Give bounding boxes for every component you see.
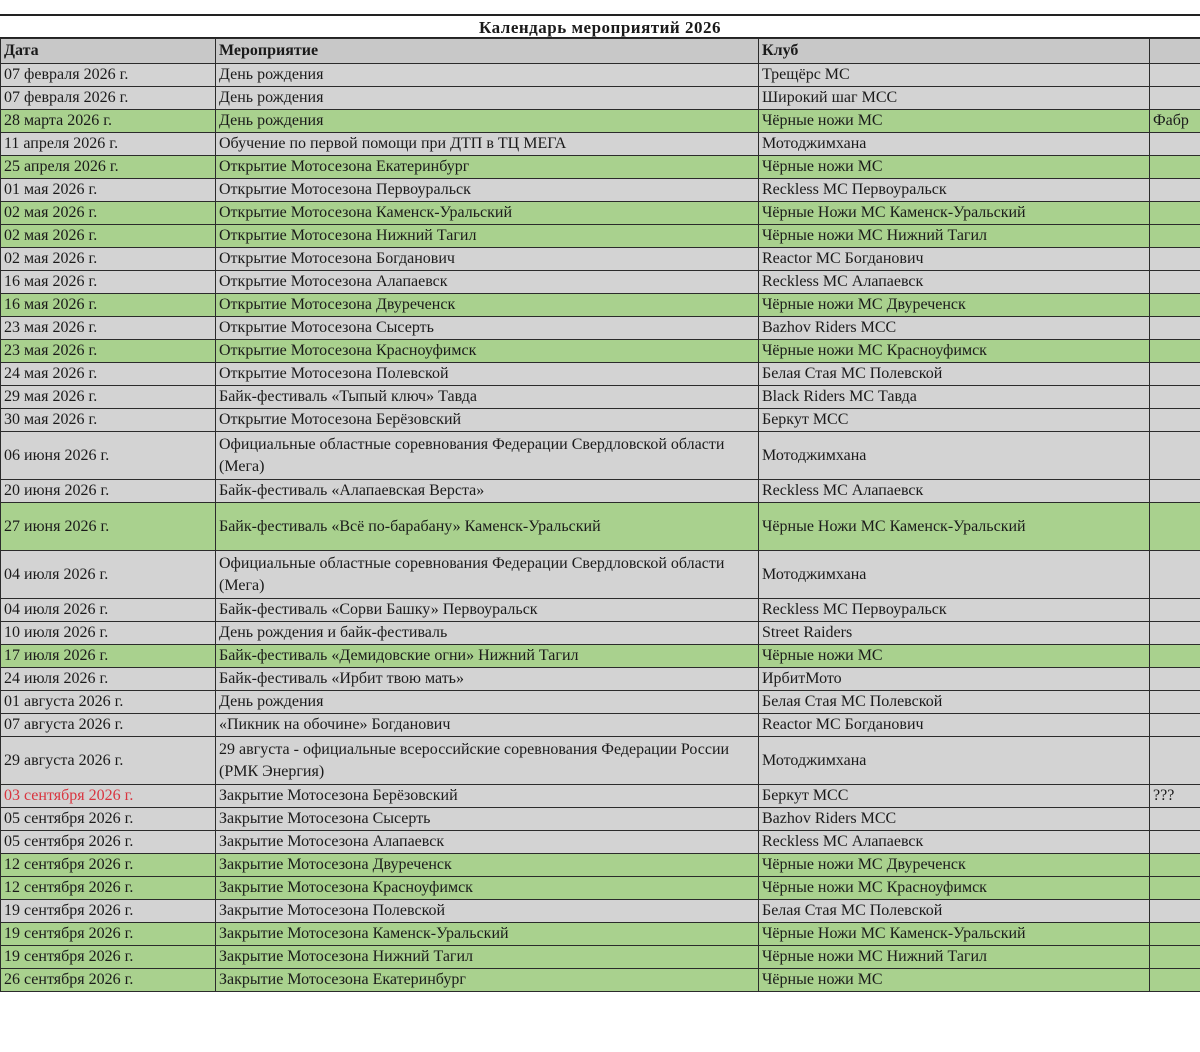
extra-cell[interactable]: Фабр — [1150, 110, 1200, 133]
club-cell[interactable]: Белая Стая МС Полевской — [759, 363, 1150, 386]
club-cell[interactable]: Bazhov Riders MCC — [759, 808, 1150, 831]
date-cell[interactable]: 01 мая 2026 г. — [1, 179, 216, 202]
table-row — [1, 156, 1200, 179]
event-cell[interactable]: Закрытие Мотосезона Полевской — [216, 900, 759, 923]
event-cell[interactable]: Байк-фестиваль «Демидовские огни» Нижний Тагил — [216, 645, 759, 668]
calendar-title: Календарь мероприятий 2026 — [0, 14, 1200, 38]
event-cell[interactable]: Открытие Мотосезона Сысерть — [216, 317, 759, 340]
club-cell[interactable]: Bazhov Riders MCC — [759, 317, 1150, 340]
date-cell[interactable]: 24 мая 2026 г. — [1, 363, 216, 386]
club-cell[interactable]: Чёрные ножи МС Нижний Тагил — [759, 225, 1150, 248]
date-cell[interactable]: 07 августа 2026 г. — [1, 714, 216, 737]
table-row — [1, 64, 1200, 87]
extra-cell[interactable] — [1150, 622, 1200, 645]
table-row — [1, 409, 1200, 432]
table-row — [1, 946, 1200, 969]
event-cell[interactable]: День рождения — [216, 691, 759, 714]
club-cell[interactable]: Чёрные ножи МС Красноуфимск — [759, 877, 1150, 900]
table-row — [1, 386, 1200, 409]
date-cell[interactable]: 19 сентября 2026 г. — [1, 900, 216, 923]
event-cell[interactable]: Закрытие Мотосезона Каменск-Уральский — [216, 923, 759, 946]
club-cell[interactable]: Reckless MC Первоуральск — [759, 599, 1150, 622]
table-row — [1, 363, 1200, 386]
club-cell[interactable]: Чёрные ножи МС Красноуфимск — [759, 340, 1150, 363]
table-row — [1, 202, 1200, 225]
extra-cell[interactable] — [1150, 480, 1200, 503]
extra-cell[interactable] — [1150, 64, 1200, 87]
table-row — [1, 645, 1200, 668]
extra-cell[interactable] — [1150, 409, 1200, 432]
date-cell[interactable]: 04 июля 2026 г. — [1, 599, 216, 622]
date-cell[interactable]: 05 сентября 2026 г. — [1, 831, 216, 854]
club-cell[interactable]: Чёрные Ножи МС Каменск-Уральский — [759, 923, 1150, 946]
date-cell[interactable]: 03 сентября 2026 г. — [1, 785, 216, 808]
table-row — [1, 294, 1200, 317]
table-row — [1, 877, 1200, 900]
table-row — [1, 691, 1200, 714]
extra-cell[interactable] — [1150, 923, 1200, 946]
extra-cell[interactable] — [1150, 551, 1200, 599]
extra-cell[interactable] — [1150, 179, 1200, 202]
event-cell[interactable]: День рождения — [216, 64, 759, 87]
date-cell[interactable]: 07 февраля 2026 г. — [1, 64, 216, 87]
event-cell[interactable]: Открытие Мотосезона Нижний Тагил — [216, 225, 759, 248]
date-cell[interactable]: 30 мая 2026 г. — [1, 409, 216, 432]
club-cell[interactable]: Чёрные ножи МС — [759, 645, 1150, 668]
date-cell[interactable]: 23 мая 2026 г. — [1, 340, 216, 363]
table-row — [1, 551, 1200, 599]
event-cell[interactable]: Байк-фестиваль «Алапаевская Верста» — [216, 480, 759, 503]
club-cell[interactable]: Street Raiders — [759, 622, 1150, 645]
table-row — [1, 831, 1200, 854]
date-cell[interactable]: 06 июня 2026 г. — [1, 432, 216, 480]
table-row — [1, 248, 1200, 271]
date-cell[interactable]: 04 июля 2026 г. — [1, 551, 216, 599]
extra-cell[interactable] — [1150, 294, 1200, 317]
column-header-event[interactable]: Мероприятие — [216, 39, 759, 64]
table-row — [1, 854, 1200, 877]
date-cell[interactable]: 17 июля 2026 г. — [1, 645, 216, 668]
table-row — [1, 340, 1200, 363]
event-cell[interactable]: Закрытие Мотосезона Алапаевск — [216, 831, 759, 854]
club-cell[interactable]: Чёрные ножи МС — [759, 156, 1150, 179]
date-cell[interactable]: 29 августа 2026 г. — [1, 737, 216, 785]
event-cell[interactable]: Открытие Мотосезона Первоуральск — [216, 179, 759, 202]
table-row — [1, 225, 1200, 248]
event-cell[interactable]: Закрытие Мотосезона Екатеринбург — [216, 969, 759, 992]
table-row — [1, 503, 1200, 551]
club-cell[interactable]: Reckless MC Алапаевск — [759, 271, 1150, 294]
extra-cell[interactable] — [1150, 969, 1200, 992]
event-cell[interactable]: Байк-фестиваль «Ирбит твою мать» — [216, 668, 759, 691]
event-cell[interactable]: Открытие Мотосезона Екатеринбург — [216, 156, 759, 179]
extra-cell[interactable] — [1150, 225, 1200, 248]
event-cell[interactable]: Байк-фестиваль «Тыпый ключ» Тавда — [216, 386, 759, 409]
extra-cell[interactable] — [1150, 808, 1200, 831]
event-cell[interactable]: День рождения — [216, 110, 759, 133]
extra-cell[interactable] — [1150, 386, 1200, 409]
extra-cell[interactable] — [1150, 340, 1200, 363]
event-cell[interactable]: Открытие Мотосезона Каменск-Уральский — [216, 202, 759, 225]
table-row — [1, 923, 1200, 946]
event-cell[interactable]: Обучение по первой помощи при ДТП в ТЦ МЕГА — [216, 133, 759, 156]
extra-cell[interactable] — [1150, 714, 1200, 737]
event-cell[interactable]: Открытие Мотосезона Полевской — [216, 363, 759, 386]
date-cell[interactable]: 16 мая 2026 г. — [1, 294, 216, 317]
date-cell[interactable]: 10 июля 2026 г. — [1, 622, 216, 645]
date-cell[interactable]: 24 июля 2026 г. — [1, 668, 216, 691]
date-cell[interactable]: 19 сентября 2026 г. — [1, 946, 216, 969]
table-row — [1, 179, 1200, 202]
club-cell[interactable]: Reckless MC Алапаевск — [759, 831, 1150, 854]
table-row — [1, 133, 1200, 156]
club-cell[interactable]: Чёрные ножи МС Нижний Тагил — [759, 946, 1150, 969]
extra-cell[interactable] — [1150, 202, 1200, 225]
event-cell[interactable]: Открытие Мотосезона Красноуфимск — [216, 340, 759, 363]
date-cell[interactable]: 02 мая 2026 г. — [1, 248, 216, 271]
club-cell[interactable]: Белая Стая МС Полевской — [759, 691, 1150, 714]
club-cell[interactable]: Трещёрс МС — [759, 64, 1150, 87]
extra-cell[interactable] — [1150, 854, 1200, 877]
date-cell[interactable]: 07 февраля 2026 г. — [1, 87, 216, 110]
club-cell[interactable]: Беркут МСС — [759, 785, 1150, 808]
club-cell[interactable]: Reckless MC Первоуральск — [759, 179, 1150, 202]
extra-cell[interactable] — [1150, 156, 1200, 179]
table-row — [1, 480, 1200, 503]
club-cell[interactable]: Чёрные ножи МС — [759, 969, 1150, 992]
club-cell[interactable]: Мотоджимхана — [759, 133, 1150, 156]
date-cell[interactable]: 05 сентября 2026 г. — [1, 808, 216, 831]
date-cell[interactable]: 16 мая 2026 г. — [1, 271, 216, 294]
date-cell[interactable]: 12 сентября 2026 г. — [1, 877, 216, 900]
extra-cell[interactable] — [1150, 363, 1200, 386]
date-cell[interactable]: 23 мая 2026 г. — [1, 317, 216, 340]
club-cell[interactable]: Чёрные Ножи МС Каменск-Уральский — [759, 202, 1150, 225]
club-cell[interactable]: Reckless MC Алапаевск — [759, 480, 1150, 503]
club-cell[interactable]: Reactor MC Богданович — [759, 248, 1150, 271]
event-cell[interactable]: Закрытие Мотосезона Нижний Тагил — [216, 946, 759, 969]
extra-cell[interactable] — [1150, 645, 1200, 668]
extra-cell[interactable] — [1150, 900, 1200, 923]
club-cell[interactable]: Мотоджимхана — [759, 551, 1150, 599]
club-cell[interactable]: Чёрные ножи МС — [759, 110, 1150, 133]
extra-cell[interactable] — [1150, 599, 1200, 622]
extra-cell[interactable] — [1150, 432, 1200, 480]
table-row — [1, 900, 1200, 923]
extra-cell[interactable] — [1150, 271, 1200, 294]
date-cell[interactable]: 29 мая 2026 г. — [1, 386, 216, 409]
event-cell[interactable]: Закрытие Мотосезона Красноуфимск — [216, 877, 759, 900]
event-cell[interactable]: 29 августа - официальные всероссийские соревнования Федерации России (РМК Энергия) — [216, 737, 759, 785]
club-cell[interactable]: ИрбитМото — [759, 668, 1150, 691]
extra-cell[interactable] — [1150, 668, 1200, 691]
date-cell[interactable]: 11 апреля 2026 г. — [1, 133, 216, 156]
extra-cell[interactable] — [1150, 691, 1200, 714]
table-row — [1, 599, 1200, 622]
extra-cell[interactable] — [1150, 248, 1200, 271]
club-cell[interactable]: Белая Стая МС Полевской — [759, 900, 1150, 923]
event-cell[interactable]: Закрытие Мотосезона Двуреченск — [216, 854, 759, 877]
column-header-extra[interactable] — [1150, 39, 1200, 64]
event-cell[interactable]: Открытие Мотосезона Алапаевск — [216, 271, 759, 294]
event-cell[interactable]: Закрытие Мотосезона Сысерть — [216, 808, 759, 831]
table-row — [1, 87, 1200, 110]
event-cell[interactable]: Байк-фестиваль «Всё по-барабану» Каменск-Уральский — [216, 503, 759, 551]
date-cell[interactable]: 27 июня 2026 г. — [1, 503, 216, 551]
event-cell[interactable]: Открытие Мотосезона Берёзовский — [216, 409, 759, 432]
header-row — [1, 39, 1200, 64]
table-row — [1, 785, 1200, 808]
club-cell[interactable]: Мотоджимхана — [759, 737, 1150, 785]
event-cell[interactable]: День рождения и байк-фестиваль — [216, 622, 759, 645]
table-row — [1, 714, 1200, 737]
date-cell[interactable]: 26 сентября 2026 г. — [1, 969, 216, 992]
extra-cell[interactable] — [1150, 503, 1200, 551]
date-cell[interactable]: 01 августа 2026 г. — [1, 691, 216, 714]
table-row — [1, 432, 1200, 480]
club-cell[interactable]: Мотоджимхана — [759, 432, 1150, 480]
table-row — [1, 110, 1200, 133]
table-row — [1, 271, 1200, 294]
table-row — [1, 668, 1200, 691]
extra-cell[interactable] — [1150, 946, 1200, 969]
table-row — [1, 737, 1200, 785]
table-row — [1, 622, 1200, 645]
extra-cell[interactable] — [1150, 737, 1200, 785]
event-cell[interactable]: Официальные областные соревнования Федерации Свердловской области (Мега) — [216, 432, 759, 480]
events-table-body — [1, 64, 1200, 992]
date-cell[interactable]: 19 сентября 2026 г. — [1, 923, 216, 946]
date-cell[interactable]: 02 мая 2026 г. — [1, 225, 216, 248]
extra-cell[interactable] — [1150, 317, 1200, 340]
club-cell[interactable]: Беркут МСС — [759, 409, 1150, 432]
extra-cell[interactable] — [1150, 133, 1200, 156]
date-cell[interactable]: 12 сентября 2026 г. — [1, 854, 216, 877]
extra-cell[interactable]: ??? — [1150, 785, 1200, 808]
event-cell[interactable]: Официальные областные соревнования Федерации Свердловской области (Мега) — [216, 551, 759, 599]
event-cell[interactable]: Закрытие Мотосезона Берёзовский — [216, 785, 759, 808]
event-cell[interactable]: Открытие Мотосезона Богданович — [216, 248, 759, 271]
table-row — [1, 808, 1200, 831]
date-cell[interactable]: 28 марта 2026 г. — [1, 110, 216, 133]
column-header-date[interactable]: Дата — [1, 39, 216, 64]
date-cell[interactable]: 02 мая 2026 г. — [1, 202, 216, 225]
club-cell[interactable]: Чёрные ножи МС Двуреченск — [759, 294, 1150, 317]
club-cell[interactable]: Широкий шаг МСС — [759, 87, 1150, 110]
extra-cell[interactable] — [1150, 831, 1200, 854]
club-cell[interactable]: Чёрные Ножи МС Каменск-Уральский — [759, 503, 1150, 551]
extra-cell[interactable] — [1150, 87, 1200, 110]
event-calendar-sheet — [0, 14, 1200, 992]
club-cell[interactable]: Black Riders MC Тавда — [759, 386, 1150, 409]
event-cell[interactable]: «Пикник на обочине» Богданович — [216, 714, 759, 737]
date-cell[interactable]: 20 июня 2026 г. — [1, 480, 216, 503]
club-cell[interactable]: Reactor MC Богданович — [759, 714, 1150, 737]
event-cell[interactable]: Байк-фестиваль «Сорви Башку» Первоуральск — [216, 599, 759, 622]
events-table — [0, 38, 1200, 992]
extra-cell[interactable] — [1150, 877, 1200, 900]
table-row — [1, 317, 1200, 340]
event-cell[interactable]: Открытие Мотосезона Двуреченск — [216, 294, 759, 317]
date-cell[interactable]: 25 апреля 2026 г. — [1, 156, 216, 179]
table-row — [1, 969, 1200, 992]
club-cell[interactable]: Чёрные ножи МС Двуреченск — [759, 854, 1150, 877]
event-cell[interactable]: День рождения — [216, 87, 759, 110]
column-header-club[interactable]: Клуб — [759, 39, 1150, 64]
